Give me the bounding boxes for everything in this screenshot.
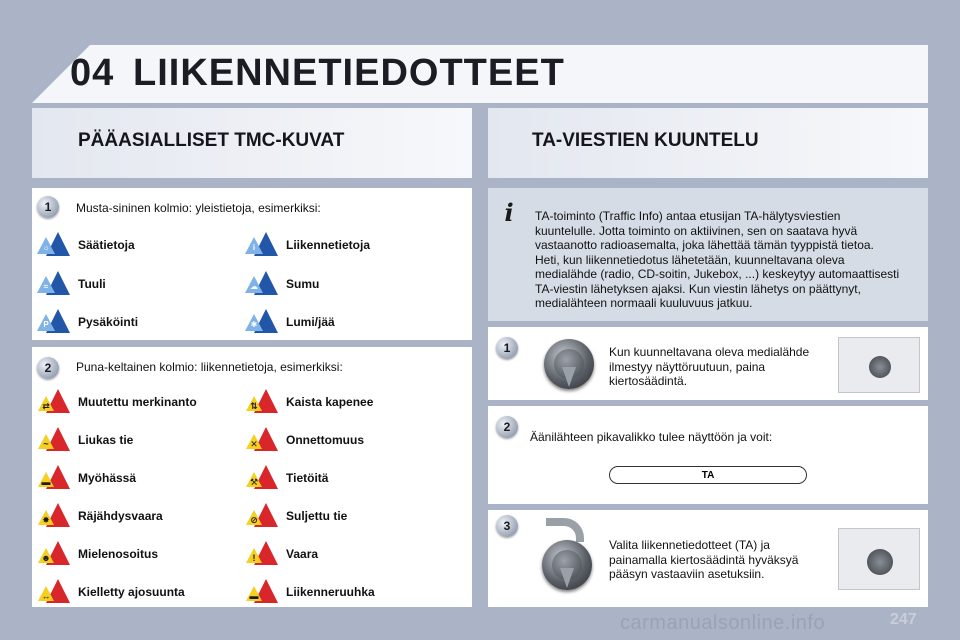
list-item: Kielletty ajosuunta: [78, 585, 185, 599]
info-text: TA-toiminto (Traffic Info) antaa etusijan TA-hälytysviestien kuuntelulle. Jotta toiminto on aktiivinen, sen on saatava hyvä vastaanotto radioasemalta, joka lähettää tämän tyyppistä tietoa. Heti, kun liikennetiedotus lähetetään, kuunneltavana oleva medialähde (radio, CD-soitin, Jukebox, ...) keskeytyy automaattisesti TA-viestin lähetyksen ajaksi. Kun viestin lähetys on päättynyt, medialähteen normaali kuuluvuus jatkuu.: [535, 209, 900, 310]
step-2-text: Äänilähteen pikavalikko tulee näyttöön ja voit:: [530, 430, 773, 444]
press-arrow-icon: [560, 568, 574, 588]
list-item: Liukas tie: [78, 433, 134, 447]
step-1-text: Kun kuunneltavana oleva medialähde ilmestyy näyttöruutuun, paina kiertosäädintä.: [609, 345, 810, 388]
list-item: Tuuli: [78, 277, 106, 291]
blue-triangle-icon: P: [46, 309, 70, 333]
press-arrow-icon: [562, 367, 576, 387]
list-item: Tietöitä: [286, 471, 329, 485]
step-number-1: 1: [37, 196, 59, 218]
blue-triangle-icon: ☁: [254, 271, 278, 295]
right-section-heading: TA-VIESTIEN KUUNTELU: [532, 130, 759, 151]
radio-unit-icon: [838, 528, 920, 590]
section-intro: Musta-sininen kolmio: yleistietoja, esimerkiksi:: [76, 201, 321, 215]
warning-triangle-icon: ✕: [254, 427, 278, 451]
list-item: Liikenneruuhka: [286, 585, 375, 599]
radio-unit-icon: [838, 337, 920, 393]
chapter-title: LIIKENNETIEDOTTEET: [133, 52, 565, 94]
list-item: Myöhässä: [78, 471, 137, 485]
list-item: Suljettu tie: [286, 509, 348, 523]
ta-menu-option[interactable]: TA: [609, 466, 807, 484]
warning-triangle-icon: ☻: [46, 541, 70, 565]
list-item: Räjähdysvaara: [78, 509, 163, 523]
step-number-2: 2: [496, 416, 518, 438]
section-intro: Puna-keltainen kolmio: liikennetietoja, esimerkiksi:: [76, 360, 343, 374]
page-number: 247: [890, 611, 917, 628]
list-item: Lumi/jää: [286, 315, 335, 329]
list-item: Sumu: [286, 277, 320, 291]
warning-triangle-icon: ⊘: [254, 503, 278, 527]
warning-triangle-icon: ~: [46, 427, 70, 451]
list-item: Mielenosoitus: [78, 547, 159, 561]
warning-triangle-icon: ▬: [46, 465, 70, 489]
warning-triangle-icon: ↔: [46, 579, 70, 603]
left-section-heading: PÄÄASIALLISET TMC-KUVAT: [78, 130, 345, 151]
list-item: Pysäköinti: [78, 315, 139, 329]
list-item: Kaista kapenee: [286, 395, 374, 409]
blue-triangle-icon: ✱: [254, 309, 278, 333]
step-1-panel: [488, 327, 928, 400]
rotate-arrow-icon: [546, 518, 584, 542]
warning-triangle-icon: ▬: [254, 579, 278, 603]
list-item: Onnettomuus: [286, 433, 364, 447]
warning-triangle-icon: !: [254, 541, 278, 565]
left-section-banner: [32, 108, 472, 178]
warning-triangle-icon: ⚒: [254, 465, 278, 489]
list-item: Säätietoja: [78, 238, 135, 252]
list-item: Liikennetietoja: [286, 238, 371, 252]
red-triangle-panel: [32, 347, 472, 607]
step-number-3: 3: [496, 515, 518, 537]
blue-triangle-icon: i: [254, 232, 278, 256]
list-item: Muutettu merkinanto: [78, 395, 197, 409]
step-3-panel: [488, 510, 928, 607]
warning-triangle-icon: ✸: [46, 503, 70, 527]
watermark: carmanualsonline.info: [620, 612, 826, 634]
warning-triangle-icon: ⇅: [254, 389, 278, 413]
step-number-1: 1: [496, 337, 518, 359]
blue-triangle-icon: ≈: [46, 271, 70, 295]
warning-triangle-icon: ⇄: [46, 389, 70, 413]
info-icon: i: [504, 198, 514, 227]
blue-triangle-panel: [32, 188, 472, 340]
chapter-number: 04: [70, 52, 115, 94]
list-item: Vaara: [286, 547, 319, 561]
step-3-text: Valita liikennetiedotteet (TA) ja painamalla kiertosäädintä hyväksyä pääsyn vastaaviin asetuksiin.: [609, 538, 799, 581]
step-number-2: 2: [37, 357, 59, 379]
right-section-banner: [488, 108, 928, 178]
step-2-panel: [488, 406, 928, 504]
blue-triangle-icon: ☼: [46, 232, 70, 256]
